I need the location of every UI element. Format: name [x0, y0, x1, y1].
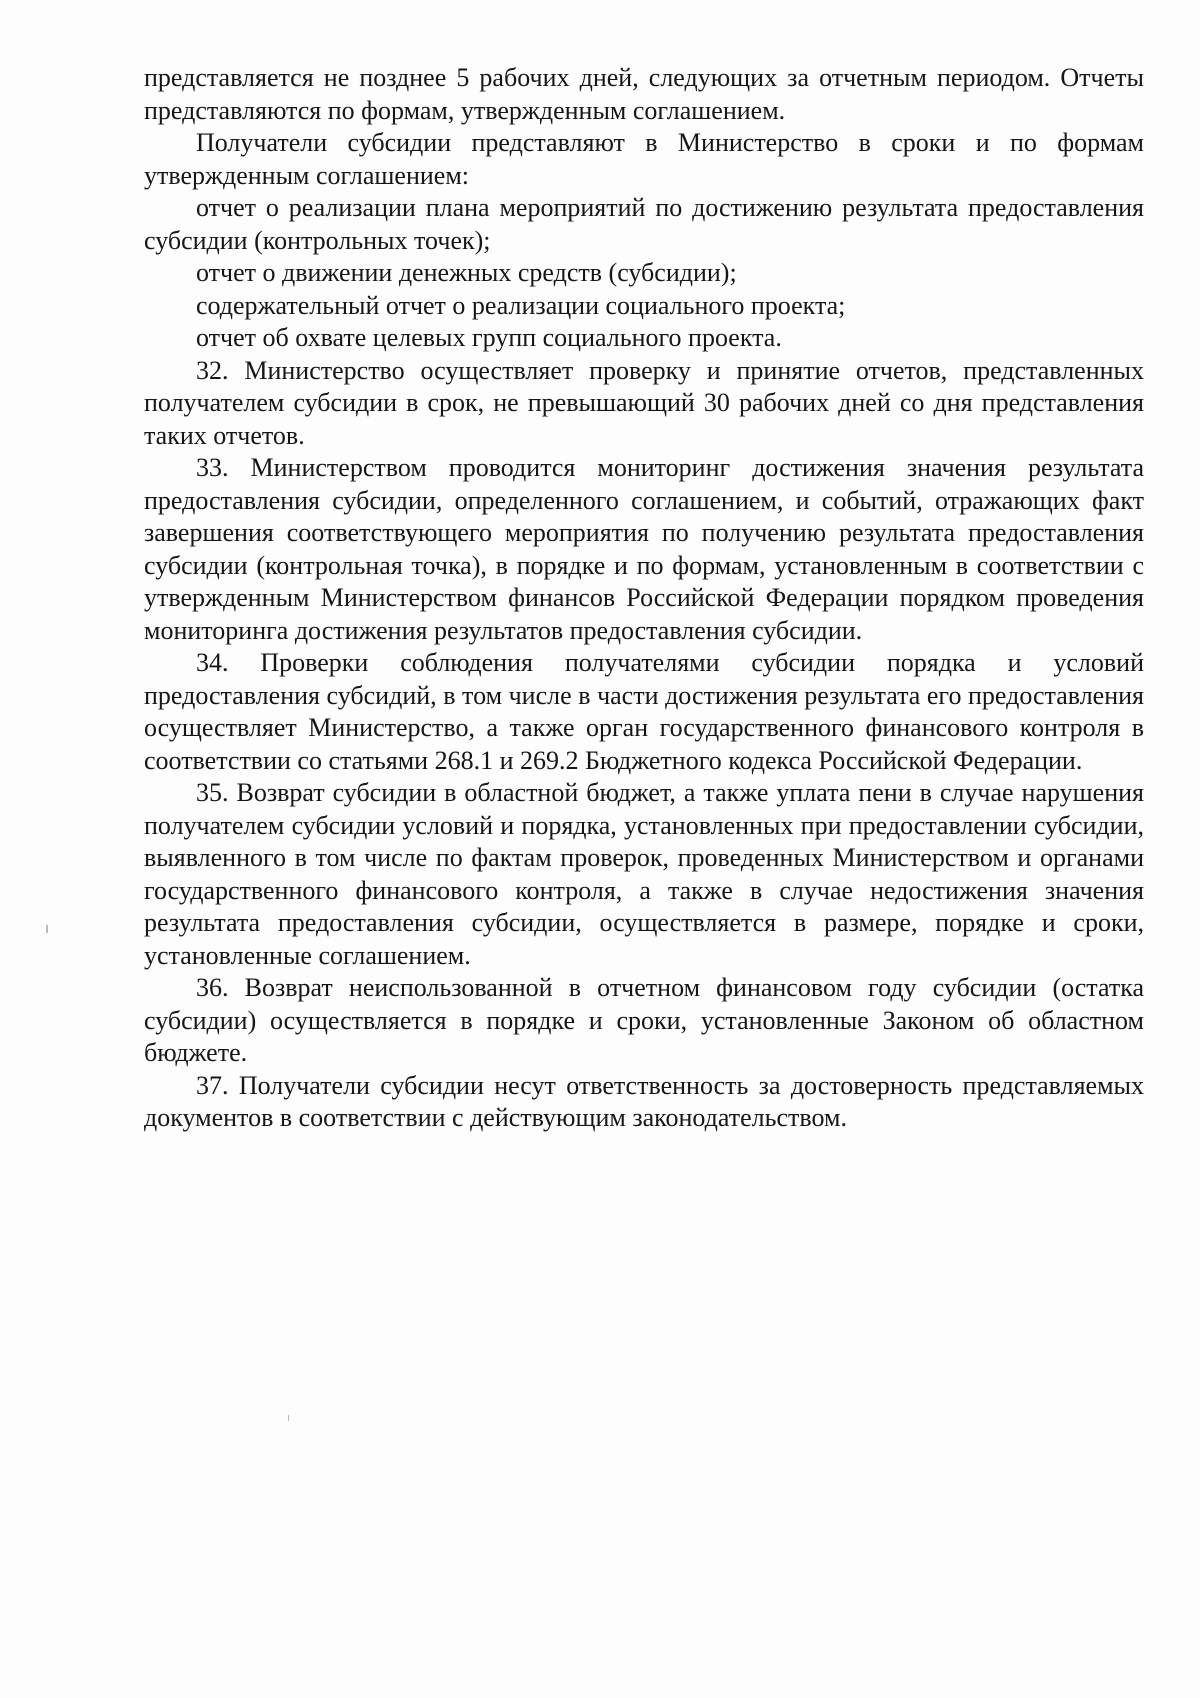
paragraph-item-32: 32. Министерство осуществляет проверку и принятие отчетов, представленных получателем субсидии в срок, не превышающий 30 рабочих дней со дня представления таких отчетов. [144, 355, 1144, 450]
paragraph-item-33: 33. Министерством проводится мониторинг достижения значения результата предоставления субсидии, определенного соглашением, и событий, отражающих факт завершения соответствующего мероприятия по получению результата предоставления субсидии (контрольная точка), в порядке и по формам, установленным в соответствии с утвержденным Министерством финансов Российской Федерации порядком проведения мониторинга достижения результатов предоставления субсидии. [144, 453, 1144, 645]
paragraph-item-36: 36. Возврат неиспользованной в отчетном финансовом году субсидии (остатка субсидии) осуществляется в порядке и сроки, установленные Законом об областном бюджете. [144, 973, 1144, 1067]
paragraph-item-34: 34. Проверки соблюдения получателями субсидии порядка и условий предоставления субсидий, в том числе в части достижения результата его предоставления осуществляет Министерство, а также орган государственного финансового контроля в соответствии со статьями 268.1 и 269.2 Бюджетного кодекса Российской Федерации. [144, 648, 1144, 775]
paragraph-item-37: 37. Получатели субсидии несут ответственность за достоверность представляемых документов в соответствии с действующим законодательством. [144, 1070, 1144, 1132]
document-text-body [144, 62, 1144, 1135]
paragraph-report-content: содержательный отчет о реализации социального проекта; [196, 290, 846, 320]
scan-speck-left [46, 925, 48, 933]
paragraph-continuation: представляется не позднее 5 рабочих дней, следующих за отчетным периодом. Отчеты представляются по формам, утвержденным соглашением. [144, 63, 1144, 125]
paragraph-report-coverage: отчет об охвате целевых групп социального проекта. [196, 323, 782, 352]
paragraph-item-35: 35. Возврат субсидии в областной бюджет, а также уплата пени в случае нарушения получателем субсидии условий и порядка, установленных при предоставлении субсидии, выявленного в том числе по фактам проверок, проведенных Министерством и органами государственного финансового контроля, а также в случае недостижения значения результата предоставления субсидии, осуществляется в размере, порядке и сроки, установленные соглашением. [144, 778, 1144, 970]
paragraph-report-cashflow: отчет о движении денежных средств (субсидии); [196, 258, 737, 287]
paragraph-recipients-submit: Получатели субсидии представляют в Министерство в сроки и по формам утвержденным соглашением: [144, 128, 1144, 190]
scan-speck-middle [288, 1415, 289, 1421]
paragraph-report-plan: отчет о реализации плана мероприятий по достижению результата предоставления субсидии (контрольных точек); [144, 193, 1144, 255]
